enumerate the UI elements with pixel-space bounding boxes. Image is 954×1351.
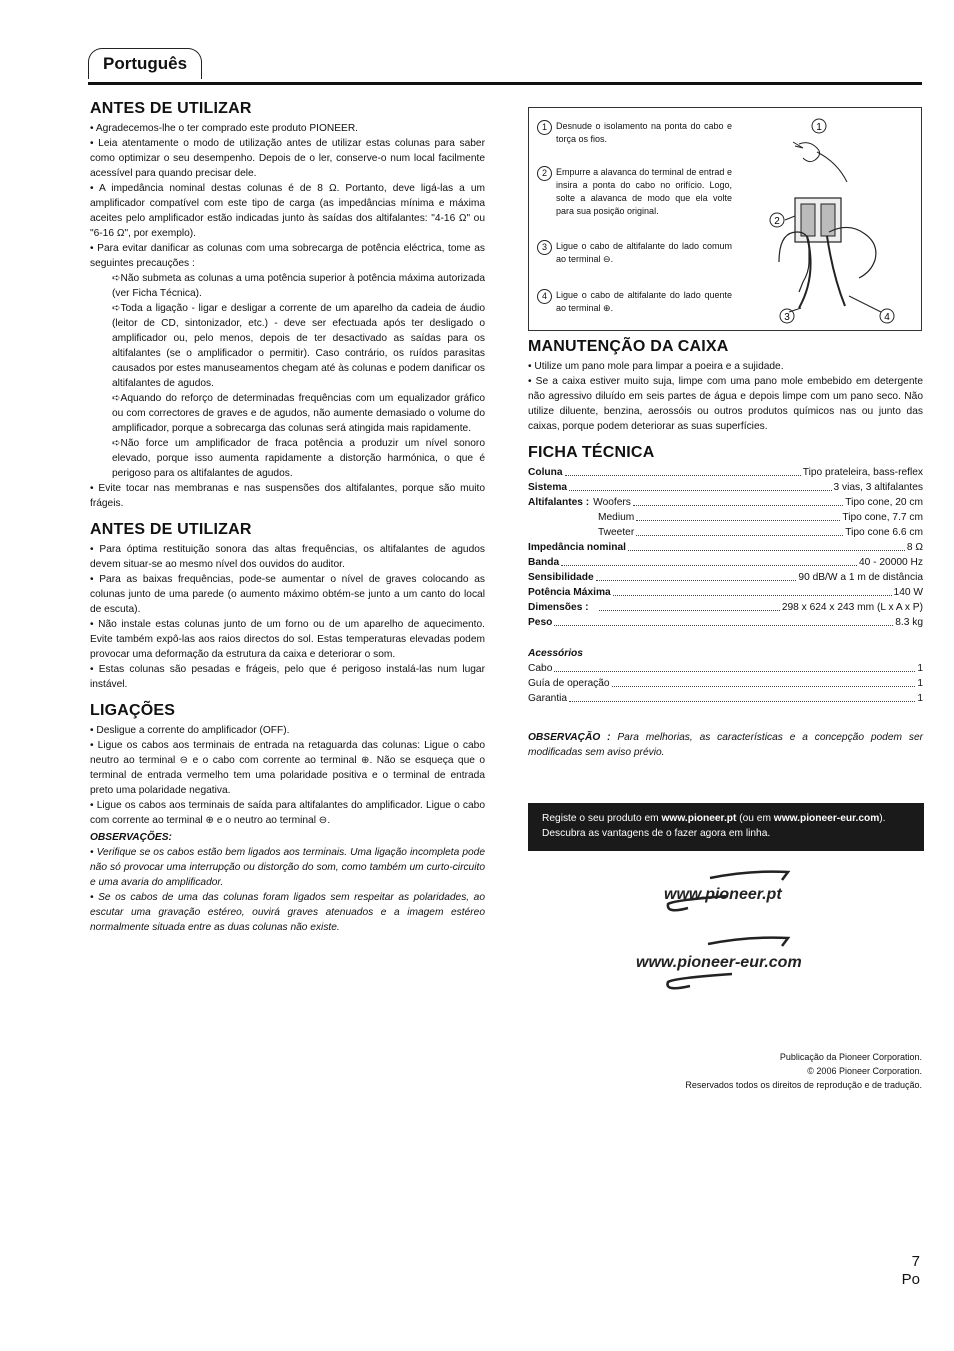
language-tab: Português [88,48,202,79]
accessory-row: Cabo 1 [528,663,923,674]
section-title-ligacoes: LIGAÇÕES [90,702,176,719]
page-number-block [880,1253,920,1289]
precaution-item: ➪Aquando do reforço de determinadas frequências com um equalizador gráfico ou com correctores de graves e de agudos, não aumente demasiado o volume do amplificador, porque a sobrecarga das colunas será atingida mais rapidamente. [112,393,485,434]
paragraph: • Agradecemos-lhe o ter comprado este produto PIONEER. [90,123,359,134]
step-number: 3 [537,240,552,255]
step-text: Desnude o isolamento na ponta do cabo e torça os fios. [556,121,732,144]
step-number: 1 [537,120,552,135]
spec-row: Medium Tipo cone, 7.7 cm [598,512,923,523]
step-number: 2 [537,166,552,181]
accessories-title: Acessórios [528,648,583,659]
paragraph: • Utilize um pano mole para limpar a poeira e a sujidade. [528,361,784,372]
step-1 [537,120,733,146]
banner-line-2: Descubra as vantagens de o fazer agora em linha. [542,828,771,839]
page-number: 7 [911,1253,920,1270]
step-text: Ligue o cabo de altifalante do lado comum ao terminal ⊖. [556,241,732,264]
connection-figure-box [528,107,922,331]
paragraph: • Se a caixa estiver muito suja, limpe com uma pano mole embebido em detergente não agressivo diluído em seis partes de água e depois limpe com um pano seco. Não utilize diluente, benzina, aerossóis ou outros produtos químicos nas ou junto das caixas, porque podem deteriorar as suas superfícies. [528,376,923,432]
paragraph: • Estas colunas são pesadas e frágeis, pelo que é perigoso instalá-las num lugar instável. [90,664,485,690]
paragraph: • Evite tocar nas membranas e nas suspensões dos altifalantes, porque são muito frágeis. [90,483,485,509]
observation-item: • Se os cabos de uma das colunas foram ligados sem respeitar as polaridades, ao escutar uma gravação estéreo, ouvirá graves atenuados e a imagem estéreo normalmente situada entre as duas colunas não existe. [90,892,485,933]
left-column [90,100,485,935]
accessory-row: Guía de operação 1 [528,678,923,689]
paragraph: • A impedância nominal destas colunas é de 8 Ω. Portanto, deve ligá-las a um amplificador compatível com este tipo de carga (as impedâncias mínima e máxima aceites pelo amplificador estão indicadas junto às saídas dos altifalantes: "4-16 Ω" ou "6-16 Ω", por exemplo). [90,183,485,239]
figure-label-1: 1 [816,122,822,133]
section-title-antes-1: ANTES DE UTILIZAR [90,100,252,117]
spec-row: Banda 40 - 20000 Hz [528,557,923,568]
spec-row: Impedância nominal 8 Ω [528,542,923,553]
accessory-row: Garantia 1 [528,693,923,704]
observations-title: OBSERVAÇÕES: [90,832,172,843]
step-text: Empurre a alavanca do terminal de entrad e insira a ponta do cabo no orifício. Logo, solte a alavanca de modo que ela volte para sua posição original. [556,167,732,216]
observation-note [528,730,923,760]
paragraph: • Ligue os cabos aos terminais de saída para altifalantes do amplificador. Ligue o cabo com corrente ao terminal ⊕ e o neutro ao terminal ⊖. [90,800,485,826]
figure-label-3: 3 [784,312,790,323]
banner-line-1: Registe o seu produto em www.pioneer.pt (ou em www.pioneer-eur.com). [542,813,886,824]
spec-row: Peso 8.3 kg [528,617,923,628]
section-title-ficha-tecnica: FICHA TÉCNICA [528,444,655,461]
paragraph: • Ligue os cabos aos terminais de entrada na retaguarda das colunas: Ligue o cabo neutro ao terminal ⊖ e o cabo com corrente ao terminal ⊕. Não se esqueça que o terminal de entrada vermelho tem uma polaridade positiva e o terminal de entrada preto uma polaridade negativa. [90,740,485,796]
banner-link-eur[interactable]: www.pioneer-eur.com [773,813,880,824]
page-code: Po [901,1271,920,1288]
precaution-item: ➪Não submeta as colunas a uma potência superior à potência máxima autorizada (ver Ficha Técnica). [112,273,485,299]
spec-row: Sensibilidade 90 dB/W a 1 m de distância [528,572,923,583]
figure-label-4: 4 [884,312,890,323]
observation-text: Para melhorias, as características e a concepção podem ser modificadas sem aviso prévio. [528,732,923,758]
registration-banner [528,803,924,851]
spec-row: Dimensões : 298 x 624 x 243 mm (L x A x P) [528,602,923,613]
step-number: 4 [537,289,552,304]
banner-link-pt[interactable]: www.pioneer.pt [661,813,737,824]
terminal-connection-illustration [749,112,917,326]
precaution-item: ➪Toda a ligação - ligar e desligar a corrente de um aparelho da cadeia de áudio (leitor de CD, sintonizador, etc.) - deve ser efectuada após ter desligado o amplificador ou, pelo menos, depois de ter desactivado as saídas para os altifalantes (se o amplificador o permitir). Caso contrário, os ruídos parasitas causados por estes manuseamentos chegam até às colunas e podem danificar os altifalantes de agudos. [112,303,485,389]
spec-row: Coluna Tipo prateleira, bass-reflex [528,467,923,478]
spec-row: Tweeter Tipo cone 6.6 cm [598,527,923,538]
figure-label-2: 2 [774,216,780,227]
step-text: Ligue o cabo de altifalante do lado quente ao terminal ⊕. [556,290,732,313]
paragraph: • Não instale estas colunas junto de um forno ou de um aparelho de aquecimento. Evite também expô-las aos raios directos do sol. Estas temperaturas elevadas podem provocar uma deformação da estrutura da caixa e deteriorar o som. [90,619,485,660]
precaution-item: ➪Não force um amplificador de fraca potência a produzir um nível sonoro elevado, porque isso aumenta rapidamente a distorção harmónica, o que é perigoso para os altifalantes de agudos. [112,438,485,479]
paragraph: • Desligue a corrente do amplificador (OFF). [90,725,290,736]
rights-line: Reservados todos os direitos de reprodução e de tradução. [685,1080,922,1090]
step-3 [537,240,733,266]
paragraph: • Para as baixas frequências, pode-se aumentar o nível de graves colocando as colunas junto de uma parede (o aumento máximo obtém-se junto a um canto do local de escuta). [90,574,485,615]
observation-label: OBSERVAÇÃO : [528,732,611,743]
web-link-eur[interactable]: www.pioneer-eur.com [636,954,802,971]
spec-row: Sistema 3 vias, 3 altifalantes [528,482,923,493]
section-title-manutencao: MANUTENÇÃO DA CAIXA [528,338,729,355]
header-rule [88,82,922,85]
web-link-pt[interactable]: www.pioneer.pt [664,886,782,903]
publication-line: Publicação da Pioneer Corporation. [779,1052,922,1062]
step-4 [537,289,733,315]
publication-info [600,1050,922,1092]
observation-item: • Verifique se os cabos estão bem ligados aos terminais. Uma ligação incompleta pode não só provocar uma interrupção ou distorção do som, como também um curto-circuito e uma avaria do amplificador. [90,847,485,888]
section-title-antes-2: ANTES DE UTILIZAR [90,521,252,538]
right-column [528,338,923,760]
spec-row: Altifalantes : Woofers Tipo cone, 20 cm [528,497,923,508]
paragraph: • Para óptima restituição sonora das altas frequências, os altifalantes de agudos devem situar-se ao mesmo nível dos ouvidos do auditor. [90,544,485,570]
paragraph: • Leia atentamente o modo de utilização antes de utilizar estas colunas para saber como optimizar o seu desempenho. Depois de o ler, conserve-o num local facilmente acessível para quando precisar dele. [90,138,485,179]
spec-row: Potência Máxima 140 W [528,587,923,598]
step-2 [537,166,733,218]
copyright-line: © 2006 Pioneer Corporation. [807,1066,922,1076]
paragraph: • Para evitar danificar as colunas com uma sobrecarga de potência eléctrica, tome as seguintes precauções : [90,243,485,269]
